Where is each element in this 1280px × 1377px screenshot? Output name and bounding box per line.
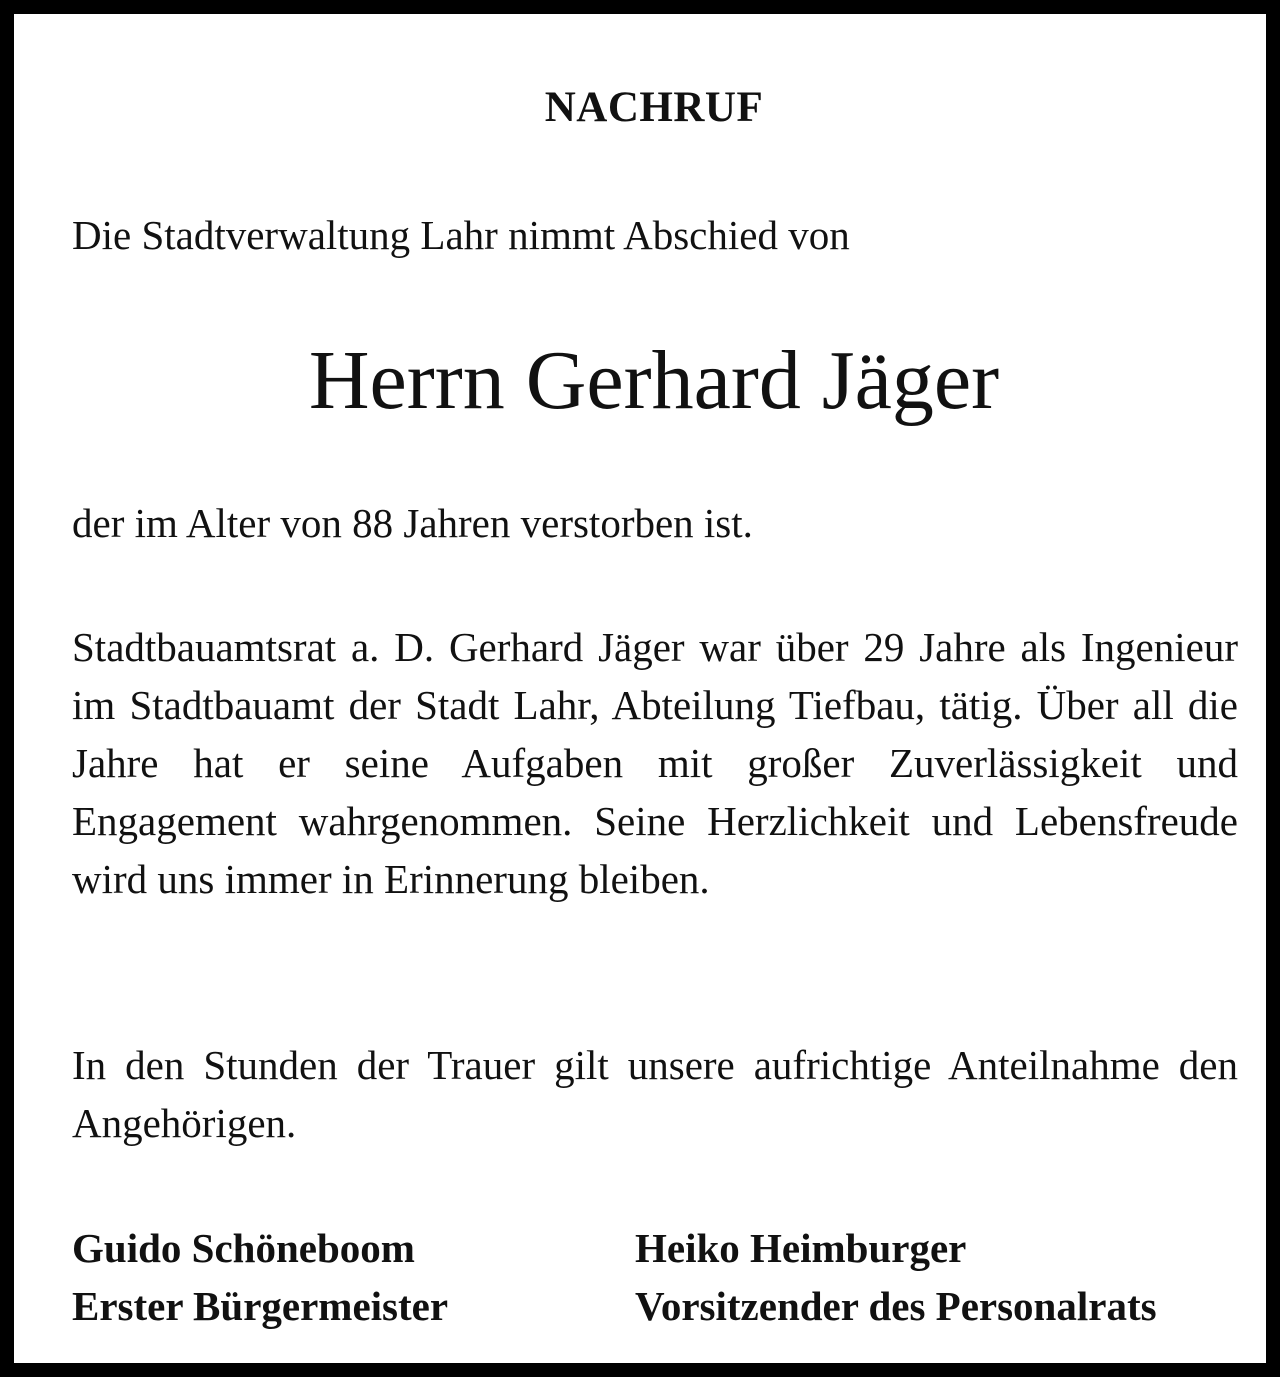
intro-line: Die Stadtverwaltung Lahr nimmt Abschied von [72,212,850,258]
age-line: der im Alter von 88 Jahren verstorben ist. [72,500,753,546]
signatory-name: Heiko Heimburger [635,1225,967,1271]
deceased-name: Herrn Gerhard Jäger [308,334,1000,427]
signatory-title: Vorsitzender des Personalrats [635,1283,1157,1329]
condolence-paragraph: In den Stunden der Trauer gilt unsere aufrichtige Anteilnahme den Angehörigen. [72,1042,1238,1146]
signatory-name: Guido Schöneboom [72,1225,415,1271]
notice-heading: NACHRUF [544,84,764,131]
signatory-title: Erster Bürgermeister [72,1283,449,1329]
tribute-paragraph: Stadtbauamtsrat a. D. Gerhard Jäger war über 29 Jahre als Ingenieur im Stadtbauamt der Stadt Lahr, Abteilung Tiefbau, tätig. Über all die Jahre hat er seine Aufgaben mit großer Zuverlässigkeit und Engagement wahrgenommen. Seine Herzlichkeit und Lebensfreude wird uns immer in Erinnerung bleiben. [72,624,1238,902]
